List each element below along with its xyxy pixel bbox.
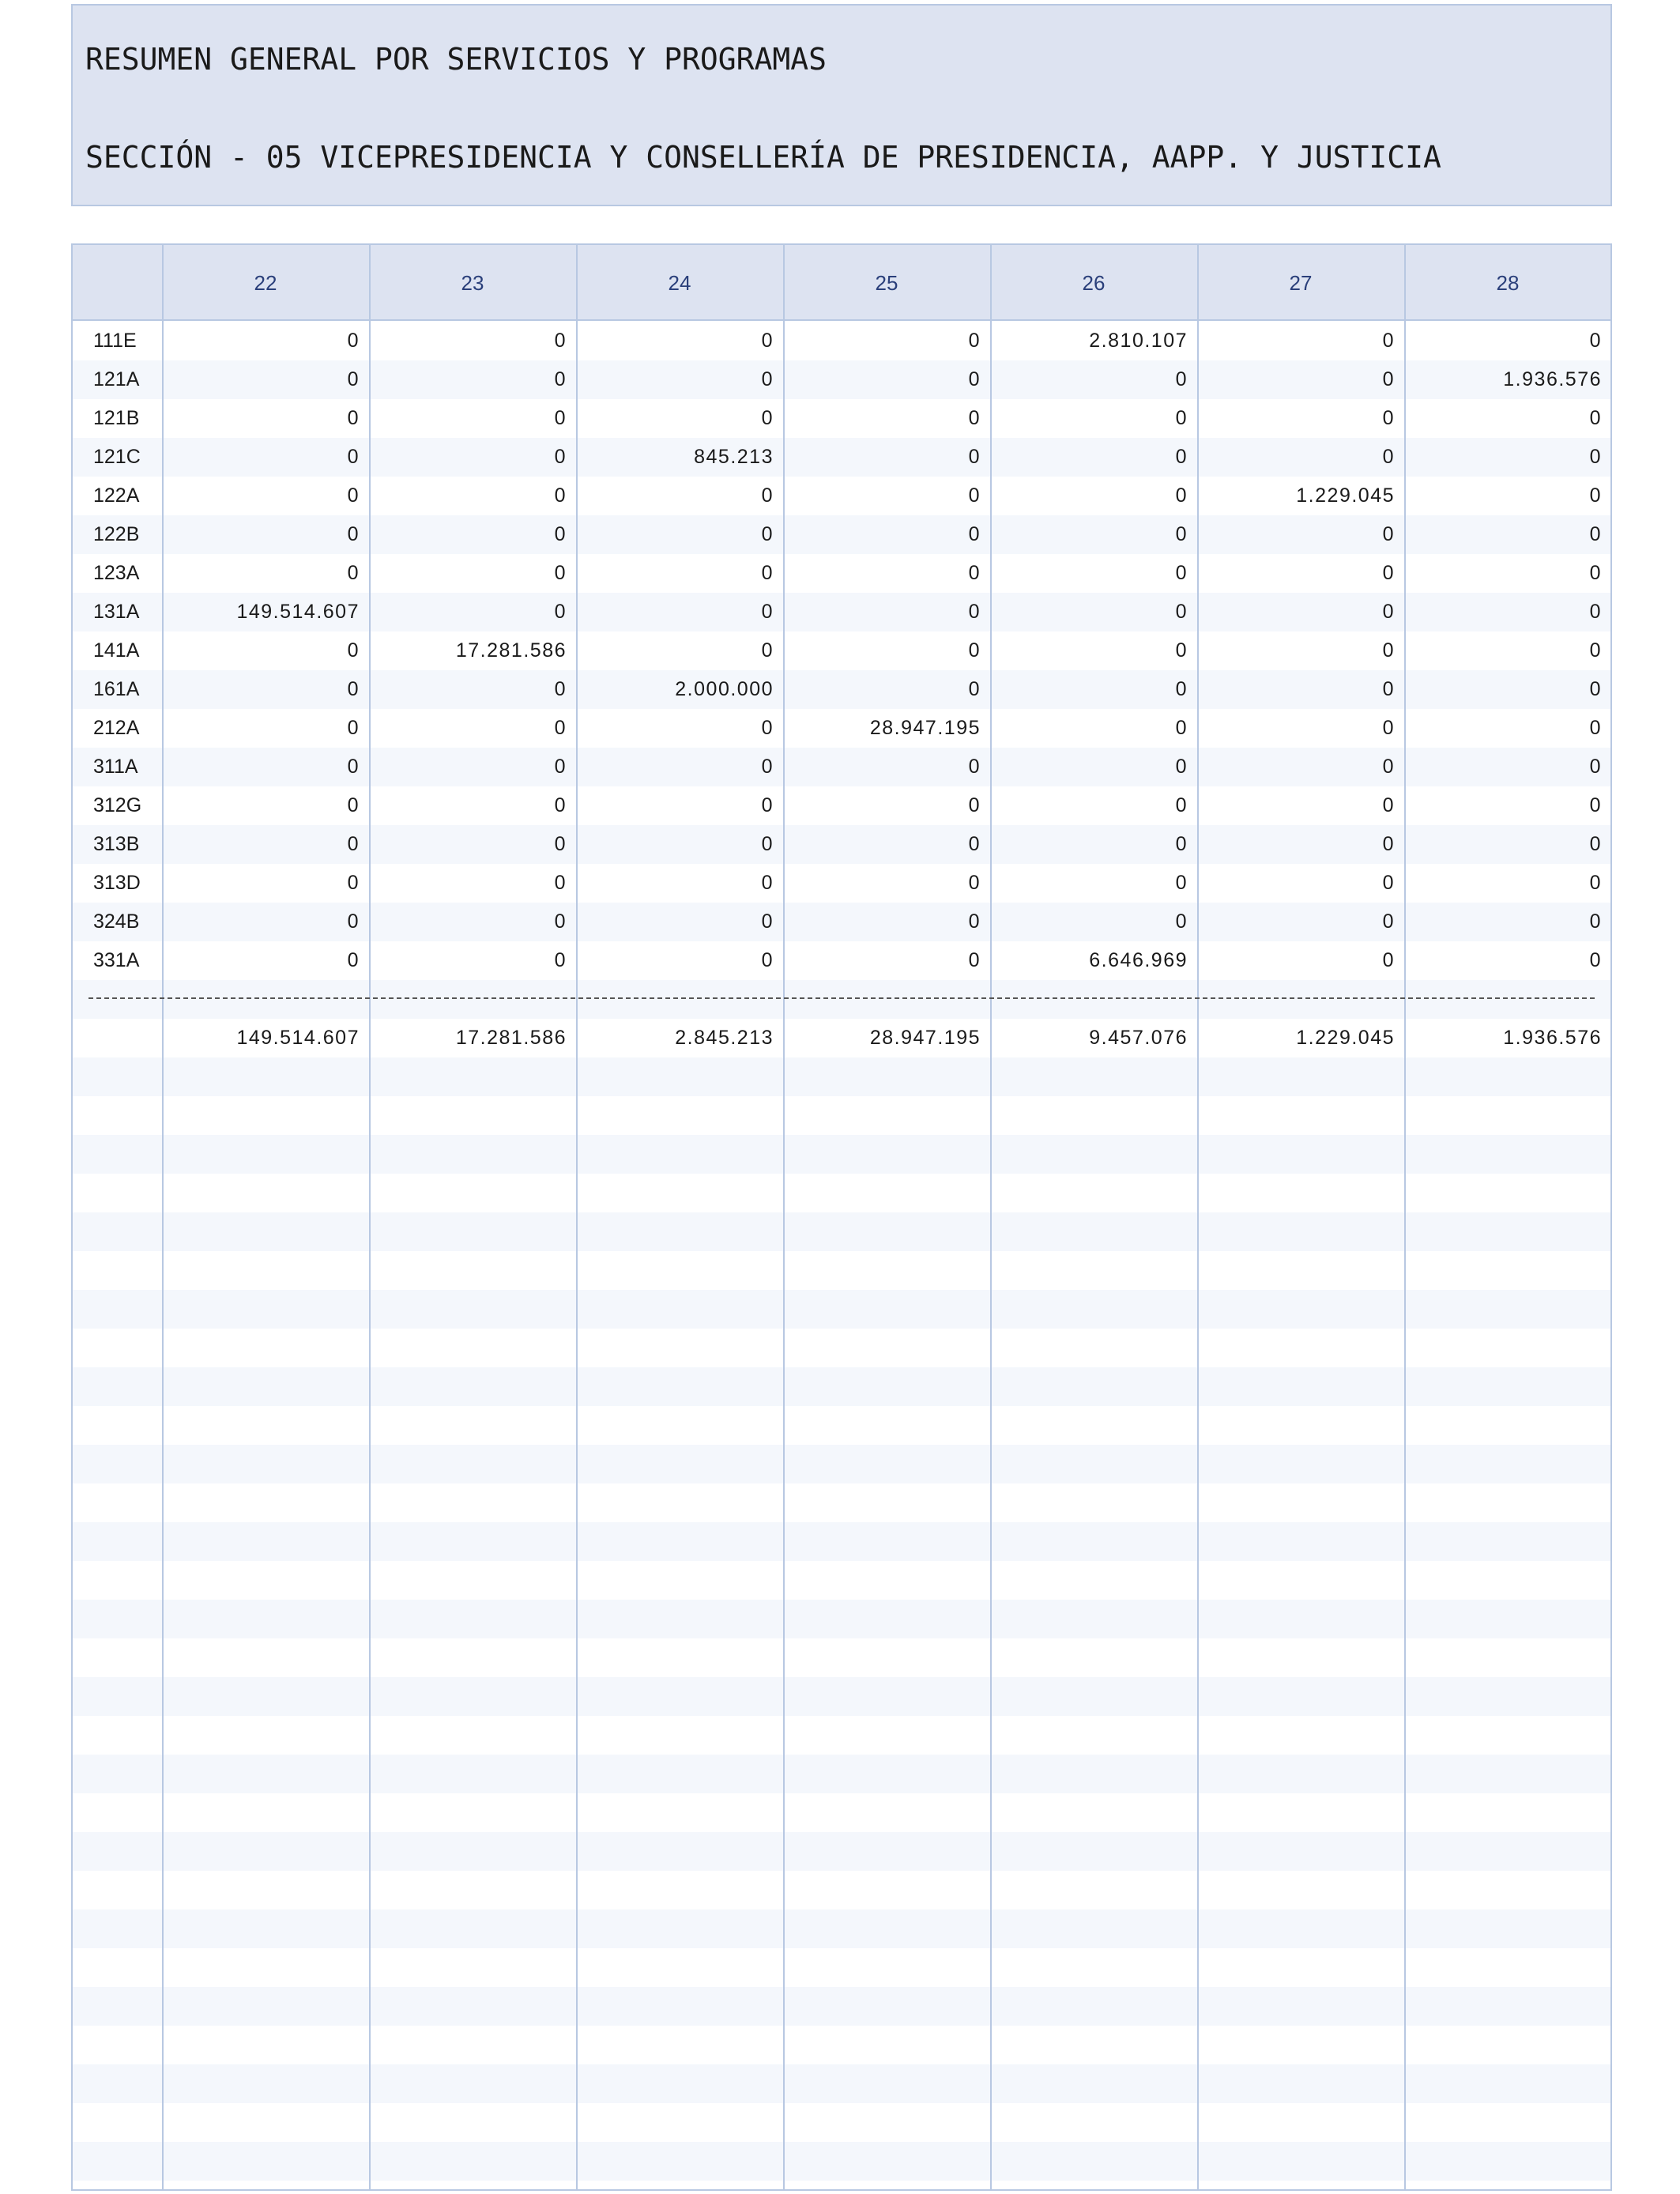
- amount-cell: 0: [761, 368, 774, 390]
- amount-cell: 0: [1382, 330, 1395, 352]
- amount-cell: 0: [554, 368, 567, 390]
- table-row: [73, 554, 1610, 593]
- row-stripe: [73, 1600, 1610, 1638]
- amount-cell: 0: [1589, 910, 1602, 933]
- amount-cell: 0: [1382, 717, 1395, 739]
- amount-cell: 0: [1589, 794, 1602, 816]
- amount-cell: 0: [968, 910, 981, 933]
- amount-cell: 0: [761, 407, 774, 429]
- amount-cell: 0: [1175, 523, 1188, 545]
- table-row: [73, 748, 1610, 786]
- row-stripe: [73, 1329, 1610, 1367]
- program-code: 311A: [93, 756, 138, 778]
- table-row: [73, 631, 1610, 670]
- budget-summary-table: [71, 243, 1612, 2191]
- amount-cell: 0: [1589, 833, 1602, 855]
- amount-cell: 0: [968, 756, 981, 778]
- amount-cell: 0: [347, 678, 360, 700]
- amount-cell: 2.810.107: [1089, 330, 1188, 352]
- amount-cell: 0: [761, 717, 774, 739]
- row-stripe: [73, 2103, 1610, 2142]
- amount-cell: 0: [761, 639, 774, 662]
- amount-cell: 0: [347, 833, 360, 855]
- amount-cell: 0: [554, 717, 567, 739]
- amount-cell: 0: [554, 910, 567, 933]
- row-stripe: [73, 1251, 1610, 1290]
- amount-cell: 0: [761, 949, 774, 971]
- table-row: [73, 825, 1610, 864]
- amount-cell: 0: [347, 407, 360, 429]
- program-code: 111E: [93, 330, 137, 352]
- amount-cell: 0: [1589, 407, 1602, 429]
- row-stripe: [73, 1057, 1610, 1096]
- row-stripe: [73, 1406, 1610, 1445]
- amount-cell: 0: [761, 872, 774, 894]
- program-code: 161A: [93, 678, 140, 700]
- amount-cell: 0: [1589, 639, 1602, 662]
- amount-cell: 0: [1382, 562, 1395, 584]
- program-code: 122B: [93, 523, 140, 545]
- amount-cell: 0: [1382, 639, 1395, 662]
- amount-cell: 0: [1175, 717, 1188, 739]
- row-stripe: [73, 1987, 1610, 2026]
- row-stripe: [73, 1483, 1610, 1522]
- amount-cell: 0: [761, 794, 774, 816]
- amount-cell: 0: [761, 562, 774, 584]
- amount-cell: 0: [347, 794, 360, 816]
- amount-cell: 0: [1175, 407, 1188, 429]
- row-stripe: [73, 2026, 1610, 2064]
- table-row: [73, 941, 1610, 980]
- totals-row: [73, 1019, 1610, 1057]
- program-code: 121B: [93, 407, 140, 429]
- table-row: [73, 903, 1610, 941]
- amount-cell: 0: [347, 368, 360, 390]
- amount-cell: 0: [1382, 523, 1395, 545]
- amount-cell: 0: [968, 407, 981, 429]
- row-stripe: [73, 1677, 1610, 1716]
- amount-cell: 0: [968, 949, 981, 971]
- column-header: 28: [1496, 271, 1520, 295]
- section-title: SECCIÓN - 05 VICEPRESIDENCIA Y CONSELLERÍA DE PRESIDENCIA, AAPP. Y JUSTICIA: [85, 140, 1441, 175]
- amount-cell: 0: [1175, 562, 1188, 584]
- row-stripe: [73, 1755, 1610, 1793]
- report-header: [71, 4, 1612, 206]
- amount-cell: 0: [1589, 949, 1602, 971]
- amount-cell: 0: [1382, 910, 1395, 933]
- report-title: RESUMEN GENERAL POR SERVICIOS Y PROGRAMAS: [85, 42, 827, 77]
- amount-cell: 0: [347, 523, 360, 545]
- amount-cell: 149.514.607: [236, 601, 360, 623]
- amount-cell: 0: [761, 330, 774, 352]
- amount-cell: 0: [1589, 872, 1602, 894]
- amount-cell: 0: [968, 639, 981, 662]
- amount-cell: 28.947.195: [869, 717, 981, 739]
- amount-cell: 1.229.045: [1296, 484, 1395, 507]
- amount-cell: 0: [1382, 794, 1395, 816]
- table-row: [73, 360, 1610, 399]
- amount-cell: 0: [1382, 756, 1395, 778]
- amount-cell: 0: [554, 484, 567, 507]
- amount-cell: 9.457.076: [1089, 1027, 1188, 1049]
- amount-cell: 0: [1589, 601, 1602, 623]
- amount-cell: 2.000.000: [675, 678, 774, 700]
- amount-cell: 0: [554, 833, 567, 855]
- amount-cell: 0: [1175, 368, 1188, 390]
- program-code: 131A: [93, 601, 140, 623]
- row-stripe: [73, 1793, 1610, 1832]
- amount-cell: 0: [1382, 407, 1395, 429]
- amount-cell: 0: [761, 601, 774, 623]
- amount-cell: 0: [1382, 678, 1395, 700]
- amount-cell: 0: [761, 523, 774, 545]
- amount-cell: 0: [1382, 446, 1395, 468]
- amount-cell: 0: [968, 330, 981, 352]
- row-stripe: [73, 1135, 1610, 1174]
- amount-cell: 0: [554, 756, 567, 778]
- table-row: [73, 593, 1610, 631]
- table-row: [73, 864, 1610, 903]
- amount-cell: 0: [347, 717, 360, 739]
- amount-cell: 0: [554, 562, 567, 584]
- table-row: [73, 709, 1610, 748]
- amount-cell: 0: [1382, 949, 1395, 971]
- amount-cell: 0: [1382, 872, 1395, 894]
- amount-cell: 0: [1175, 910, 1188, 933]
- program-code: 141A: [93, 639, 140, 662]
- row-stripe: [73, 1445, 1610, 1483]
- amount-cell: 0: [1589, 678, 1602, 700]
- amount-cell: 0: [968, 872, 981, 894]
- table-row: [73, 477, 1610, 515]
- amount-cell: 0: [968, 523, 981, 545]
- amount-cell: 0: [554, 949, 567, 971]
- row-stripe: [73, 1561, 1610, 1600]
- amount-cell: 0: [968, 562, 981, 584]
- amount-cell: 149.514.607: [236, 1027, 360, 1049]
- amount-cell: 0: [554, 678, 567, 700]
- row-stripe: [73, 1716, 1610, 1755]
- amount-cell: 0: [554, 407, 567, 429]
- amount-cell: 0: [347, 949, 360, 971]
- amount-cell: 0: [347, 446, 360, 468]
- column-header: 25: [875, 271, 898, 295]
- amount-cell: 0: [347, 562, 360, 584]
- amount-cell: 0: [968, 678, 981, 700]
- amount-cell: 0: [1175, 484, 1188, 507]
- program-code: 212A: [93, 717, 140, 739]
- amount-cell: 0: [1382, 368, 1395, 390]
- program-code: 121A: [93, 368, 140, 390]
- amount-cell: 0: [968, 446, 981, 468]
- column-header: 27: [1289, 271, 1313, 295]
- amount-cell: 6.646.969: [1089, 949, 1188, 971]
- amount-cell: 0: [1589, 562, 1602, 584]
- amount-cell: 0: [968, 368, 981, 390]
- table-row: [73, 515, 1610, 554]
- amount-cell: 0: [1589, 523, 1602, 545]
- amount-cell: 0: [761, 484, 774, 507]
- amount-cell: 0: [347, 872, 360, 894]
- program-code: 324B: [93, 910, 140, 933]
- table-row: [73, 399, 1610, 438]
- row-stripe: [73, 1212, 1610, 1251]
- amount-cell: 0: [554, 794, 567, 816]
- amount-cell: 0: [347, 330, 360, 352]
- amount-cell: 0: [1589, 484, 1602, 507]
- row-stripe: [73, 1909, 1610, 1948]
- amount-cell: 0: [1382, 833, 1395, 855]
- program-code: 313B: [93, 833, 140, 855]
- amount-cell: 17.281.586: [455, 639, 567, 662]
- column-header: 22: [254, 271, 277, 295]
- amount-cell: 0: [1589, 717, 1602, 739]
- row-stripe: [73, 1638, 1610, 1677]
- program-code: 313D: [93, 872, 141, 894]
- row-stripe: [73, 1522, 1610, 1561]
- table-row: [73, 438, 1610, 477]
- amount-cell: 0: [1175, 678, 1188, 700]
- program-code: 122A: [93, 484, 140, 507]
- amount-cell: 2.845.213: [675, 1027, 774, 1049]
- amount-cell: 0: [968, 601, 981, 623]
- amount-cell: 0: [1175, 833, 1188, 855]
- amount-cell: 0: [554, 523, 567, 545]
- row-stripe: [73, 980, 1610, 1019]
- amount-cell: 0: [347, 484, 360, 507]
- amount-cell: 0: [968, 484, 981, 507]
- amount-cell: 0: [554, 872, 567, 894]
- column-header: 23: [461, 271, 484, 295]
- amount-cell: 0: [1589, 756, 1602, 778]
- amount-cell: 1.936.576: [1503, 368, 1602, 390]
- amount-cell: 28.947.195: [869, 1027, 981, 1049]
- row-stripe: [73, 2181, 1610, 2191]
- amount-cell: 0: [554, 330, 567, 352]
- amount-cell: 0: [1382, 601, 1395, 623]
- amount-cell: 0: [554, 601, 567, 623]
- table-row: [73, 786, 1610, 825]
- table-row: [73, 670, 1610, 709]
- column-header: 24: [668, 271, 691, 295]
- amount-cell: 0: [1175, 446, 1188, 468]
- amount-cell: 17.281.586: [455, 1027, 567, 1049]
- amount-cell: 0: [1175, 756, 1188, 778]
- row-stripe: [73, 1096, 1610, 1135]
- row-stripe: [73, 1290, 1610, 1329]
- row-stripe: [73, 1948, 1610, 1987]
- row-stripe: [73, 2064, 1610, 2103]
- program-code: 331A: [93, 949, 140, 971]
- amount-cell: 0: [347, 756, 360, 778]
- table-row: [73, 322, 1610, 360]
- amount-cell: 0: [1175, 872, 1188, 894]
- amount-cell: 0: [761, 756, 774, 778]
- amount-cell: 0: [968, 794, 981, 816]
- amount-cell: 0: [347, 639, 360, 662]
- row-stripe: [73, 1367, 1610, 1406]
- amount-cell: 845.213: [694, 446, 774, 468]
- program-code: 312G: [93, 794, 142, 816]
- row-stripe: [73, 1174, 1610, 1212]
- amount-cell: 0: [761, 910, 774, 933]
- amount-cell: 0: [1175, 601, 1188, 623]
- amount-cell: 0: [1175, 794, 1188, 816]
- amount-cell: 0: [1589, 446, 1602, 468]
- amount-cell: 0: [554, 446, 567, 468]
- totals-separator: [89, 997, 1595, 999]
- amount-cell: 0: [968, 833, 981, 855]
- amount-cell: 0: [1175, 639, 1188, 662]
- program-code: 123A: [93, 562, 140, 584]
- amount-cell: 1.229.045: [1296, 1027, 1395, 1049]
- amount-cell: 0: [761, 833, 774, 855]
- program-code: 121C: [93, 446, 141, 468]
- amount-cell: 1.936.576: [1503, 1027, 1602, 1049]
- row-stripe: [73, 2142, 1610, 2181]
- amount-cell: 0: [1589, 330, 1602, 352]
- column-header: 26: [1082, 271, 1106, 295]
- row-stripe: [73, 1871, 1610, 1909]
- row-stripe: [73, 1832, 1610, 1871]
- amount-cell: 0: [347, 910, 360, 933]
